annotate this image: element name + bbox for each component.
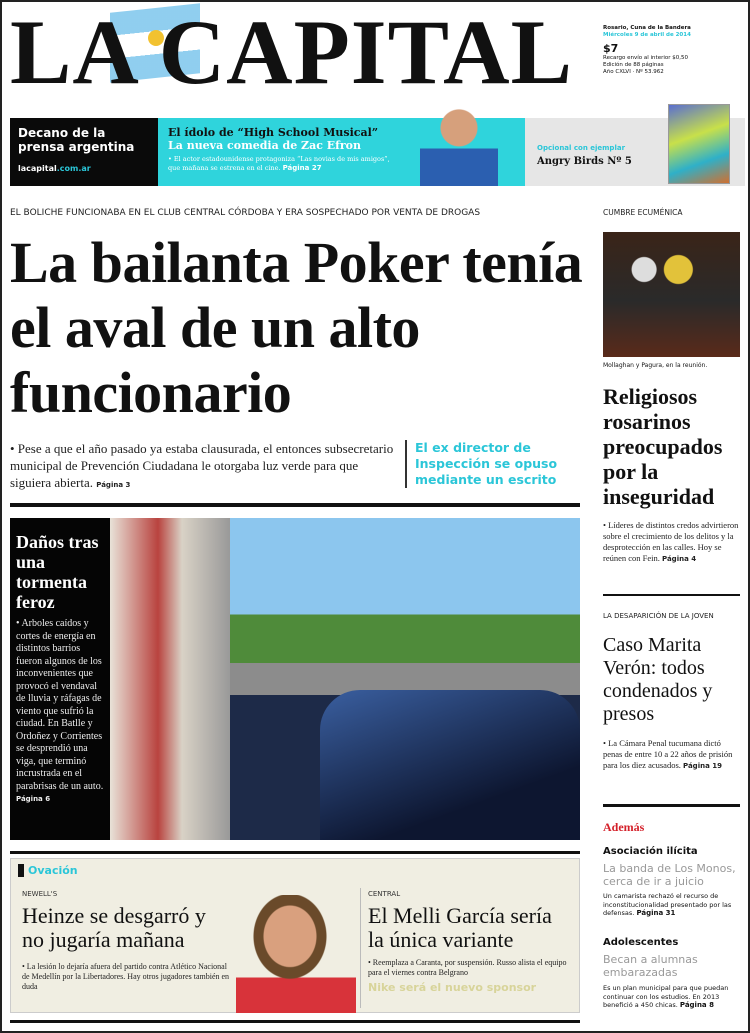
ademas-2-headline[interactable]: Becan a alumnas embarazadas [603, 953, 698, 979]
promo-headline: El ídolo de “High School Musical” [168, 126, 379, 139]
sports-left-story[interactable] [22, 890, 232, 992]
promo-body-text: • El actor estadounidense protagoniza “Las novias de mis amigos”, que mañana se estrena en el cine. [168, 155, 390, 172]
heinze-photo [236, 895, 356, 1013]
storm-photo-wall [110, 518, 230, 840]
storm-story[interactable] [10, 518, 110, 840]
sports-right-headline: El Melli García sería la única variante [368, 903, 552, 952]
photo-caption: Mollaghan y Pagura, en la reunión. [603, 362, 708, 369]
sports-right-story[interactable] [368, 890, 573, 994]
promo-body [168, 155, 403, 173]
site-link[interactable] [18, 164, 150, 173]
right-body-1 [603, 520, 740, 565]
sports-section-label: Ovación [18, 864, 78, 877]
lead-page: Página 3 [96, 481, 131, 489]
right-body-1-text: • Líderes de distintos credos advirtieron sobre el crecimiento de los delitos y la desprotección en las calles. Hoy se reúnen con Fein. [603, 520, 739, 563]
lead-summary [10, 440, 400, 494]
right-page-1: Página 4 [662, 555, 697, 563]
divider [10, 1020, 580, 1023]
ademas-1-kicker: Asociación ilícita [603, 846, 698, 857]
sports-left-headline: Heinze se desgarró y no jugaría mañana [22, 903, 206, 952]
zac-efron-photo [420, 103, 498, 186]
storm-page: Página 6 [16, 795, 51, 803]
divider [603, 804, 740, 807]
right-headline-1[interactable]: Religiosos rosarinos preocupados por la inseguridad [603, 384, 723, 509]
edition-info [603, 25, 691, 76]
edition-pages: Edición de 88 páginas [603, 62, 664, 68]
promo-tagline-box [10, 118, 158, 186]
ademas-2-page: Página 8 [679, 1001, 714, 1009]
sports-right-body: • Reemplaza a Caranta, por suspensión. Russo alista el equipo para el viernes contra Belgrano [368, 958, 567, 977]
right-page-2: Página 19 [683, 762, 722, 770]
column-divider [360, 888, 361, 1008]
city: Rosario, Cuna de la Bandera [603, 25, 691, 31]
divider [603, 594, 740, 596]
lead-kicker: EL BOLICHE FUNCIONABA EN EL CLUB CENTRAL CÓRDOBA Y ERA SOSPECHADO POR VENTA DE DROGAS [10, 208, 481, 218]
storm-body-text: • Arboles caídos y cortes de energía en distintos barrios fueron algunos de los inconvenientes que provocó el vendaval de lluvia y ráfagas de viento que sufrió la ciudad. En Batlle y Ordoñez y Corrientes se desprendió una viga, que terminó incrustrada en el parabrisas de un auto. [16, 618, 104, 792]
tagline: Decano de la prensa argentina [18, 126, 135, 154]
right-kicker-2: LA DESAPARICIÓN DE LA JOVEN [603, 612, 714, 620]
promo-page: Página 27 [282, 164, 322, 172]
lead-summary-text: • Pese a que el año pasado ya estaba clausurada, el entonces subsecretario municipal de Prevención Ciudadana le otorgaba luz verde para que siguiera abierta. [10, 441, 394, 490]
storm-body [16, 618, 104, 806]
sports-right-kicker: CENTRAL [368, 890, 401, 898]
right-kicker-1: CUMBRE ECUMÉNICA [603, 208, 683, 217]
promo-subheadline: La nueva comedia de Zac Efron [168, 139, 361, 152]
divider [10, 851, 580, 854]
optional-label: Opcional con ejemplar [537, 144, 626, 152]
angry-birds-cover [668, 104, 730, 184]
sports-left-body: • La lesión lo dejaría afuera del partido contra Atlético Nacional de Medellín por la Libertadores. Hay otros jugadores también en duda [22, 962, 230, 991]
religious-leaders-photo [603, 232, 740, 357]
lead-sidebar: El ex director de Inspección se opuso mediante un escrito [405, 440, 575, 488]
lead-headline[interactable]: La bailanta Poker tenía el aval de un alto funcionario [10, 230, 583, 425]
ademas-1-body-text: Un camarista rechazó el recurso de inconstitucionalidad presentado por las defensas. [603, 892, 732, 917]
sports-left-kicker: NEWELL'S [22, 890, 58, 898]
ademas-2-kicker: Adolescentes [603, 937, 679, 948]
storm-headline: Daños tras una tormenta feroz [16, 532, 99, 612]
surcharge: Recargo envío al interior $0,50 [603, 55, 688, 61]
ademas-1-body [603, 892, 740, 918]
ademas-label: Además [603, 820, 645, 834]
edition-number: Año CXLVI · Nº 53.962 [603, 69, 664, 75]
sports-right-extra: Nike será el nuevo sponsor [368, 981, 537, 994]
ademas-1-headline[interactable]: La banda de Los Monos, cerca de ir a juicio [603, 862, 736, 888]
right-body-2 [603, 738, 740, 772]
right-body-2-text: • La Cámara Penal tucumana dictó penas de entre 10 a 22 años de prisión para los diez acusados. [603, 738, 733, 770]
storm-photo-car [320, 690, 580, 840]
masthead-logo: LA CAPITAL [10, 1, 573, 103]
site-main: lacapital [18, 164, 57, 173]
right-headline-2[interactable]: Caso Marita Verón: todos condenados y presos [603, 634, 713, 725]
ademas-1-page: Página 31 [636, 909, 676, 917]
site-tld: .com.ar [56, 164, 91, 173]
date: Miércoles 9 de abril de 2014 [603, 32, 691, 38]
price: $7 [603, 42, 619, 55]
divider [10, 503, 580, 507]
product-label: Angry Birds Nº 5 [537, 156, 632, 167]
ademas-2-body [603, 984, 740, 1010]
ademas-2-body-text: Es un plan municipal para que puedan continuar con los estudios. En 2013 benefició a 450 chicas. [603, 984, 729, 1009]
